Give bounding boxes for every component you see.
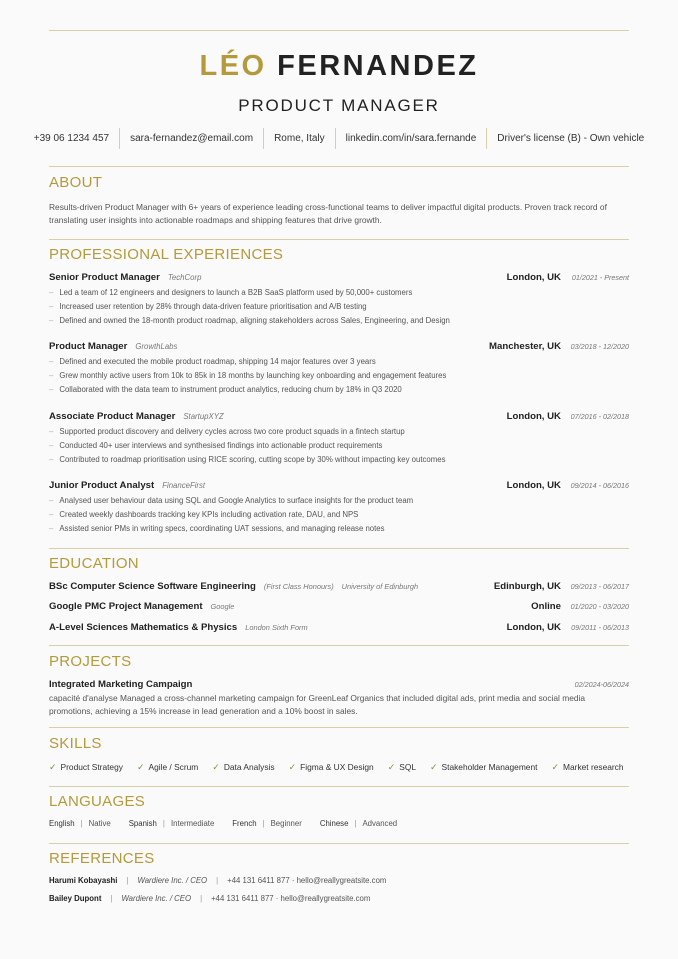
contact-email[interactable]: sara-fernandez@email.com <box>119 128 263 149</box>
degree-title: BSc Computer Science Software Engineering <box>49 581 256 592</box>
reference-name: Bailey Dupont <box>49 894 102 903</box>
job-entry <box>49 411 629 467</box>
check-icon: ✓ <box>136 762 145 772</box>
job-entry <box>49 272 629 328</box>
job-company: TechCorp <box>167 273 202 282</box>
language-item: Spanish | Intermediate <box>128 819 215 828</box>
check-icon: ✓ <box>387 762 396 772</box>
projects-heading: PROJECTS <box>49 653 132 670</box>
language-item: French | Beginner <box>232 819 302 828</box>
education-heading: EDUCATION <box>49 555 139 572</box>
job-bullet: – Conducted 40+ user interviews and synthesised findings into actionable product requirements <box>49 439 629 453</box>
job-dates: 09/2014 - 06/2016 <box>570 481 629 490</box>
reference-item: Bailey Dupont | Wardiere Inc. / CEO | +44 131 6411 877 · hello@reallygreatsite.com <box>49 894 371 903</box>
education-location: Online <box>531 601 561 612</box>
degree-title: Google PMC Project Management <box>49 601 203 612</box>
about-text: Results-driven Product Manager with 6+ years of experience leading cross-functional teams to deliver impactful digital products. Proven track record of translating user insights into actionable roadmaps and shipping features that drive growth. <box>49 202 607 225</box>
project-dates: 02/2024-06/2024 <box>574 680 629 689</box>
contact-license: Driver's license (B) - Own vehicle <box>486 128 654 149</box>
candidate-name <box>0 50 678 83</box>
job-role: Junior Product Analyst <box>49 480 155 491</box>
reference-contact[interactable]: +44 131 6411 877 · hello@reallygreatsite.com <box>227 876 387 885</box>
job-bullet: – Led a team of 12 engineers and designers to launch a B2B SaaS platform used by 50,000+ customers <box>49 286 629 300</box>
job-location: London, UK <box>506 480 561 491</box>
about-separator <box>49 166 629 167</box>
education-item <box>49 601 629 612</box>
reference-company: Wardiere Inc. / CEO <box>121 894 192 903</box>
check-icon: ✓ <box>551 762 560 772</box>
job-location: London, UK <box>506 272 561 283</box>
check-icon: ✓ <box>288 762 297 772</box>
skill-item: ✓ Agile / Scrum <box>136 762 199 772</box>
contact-location: Rome, Italy <box>263 128 335 149</box>
school-name: University of Edinburgh <box>341 582 419 591</box>
experience-separator <box>49 239 629 240</box>
job-dates: 01/2021 - Present <box>571 273 629 282</box>
job-role: Associate Product Manager <box>49 411 176 422</box>
skills-separator <box>49 727 629 728</box>
education-location: London, UK <box>506 622 561 633</box>
job-dates: 03/2018 - 12/2020 <box>570 342 629 351</box>
reference-item: Harumi Kobayashi | Wardiere Inc. / CEO | +44 131 6411 877 · hello@reallygreatsite.com <box>49 876 387 885</box>
reference-company: Wardiere Inc. / CEO <box>137 876 208 885</box>
references-heading: REFERENCES <box>49 850 155 867</box>
job-bullet: – Contributed to roadmap prioritisation using RICE scoring, cutting scope by 30% without impacting key outcomes <box>49 453 629 467</box>
skills-heading: SKILLS <box>49 735 102 752</box>
references-separator <box>49 843 629 844</box>
project-item <box>49 679 629 718</box>
job-company: GrowthLabs <box>135 342 178 351</box>
contact-phone: +39 06 1234 457 <box>33 133 110 144</box>
project-title: Integrated Marketing Campaign <box>49 679 193 690</box>
languages-list <box>49 819 629 828</box>
skill-item: ✓ Market research <box>551 762 624 772</box>
job-bullet: – Created weekly dashboards tracking key KPIs including activation rate, DAU, and NPS <box>49 508 629 522</box>
job-location: Manchester, UK <box>489 341 561 352</box>
first-name: LÉO <box>199 50 267 82</box>
education-dates: 01/2020 - 03/2020 <box>570 602 629 611</box>
about-heading: ABOUT <box>49 174 103 191</box>
skills-list <box>49 762 629 773</box>
check-icon: ✓ <box>430 762 438 772</box>
education-location: Edinburgh, UK <box>493 581 561 592</box>
job-location: London, UK <box>506 411 561 422</box>
job-entry <box>49 341 629 397</box>
language-item: Chinese | Advanced <box>319 819 398 828</box>
education-dates: 09/2011 - 06/2013 <box>571 623 629 632</box>
check-icon: ✓ <box>49 762 57 772</box>
job-bullet: – Defined and executed the mobile product roadmap, shipping 14 major features over 3 years <box>49 355 629 369</box>
skill-item: ✓ Product Strategy <box>49 762 123 772</box>
last-name: FERNANDEZ <box>277 50 479 82</box>
job-bullet: – Grew monthly active users from 10k to 85k in 18 months by launching key onboarding and engagement features <box>49 369 629 383</box>
education-item <box>49 622 629 633</box>
education-dates: 09/2013 - 06/2017 <box>570 582 629 591</box>
school-name: London Sixth Form <box>245 623 308 632</box>
job-company: FinanceFirst <box>162 481 206 490</box>
top-rule <box>49 30 629 31</box>
language-item: English | Native <box>49 819 111 828</box>
reference-contact[interactable]: +44 131 6411 877 · hello@reallygreatsite.com <box>211 894 371 903</box>
job-dates: 07/2016 - 02/2018 <box>570 412 629 421</box>
job-bullet: – Supported product discovery and delivery cycles across two core product squads in a fintech startup <box>49 425 629 439</box>
job-bullet: – Defined and owned the 18-month product roadmap, aligning stakeholders across Sales, Engineering, and Design <box>49 314 629 328</box>
experience-heading: PROFESSIONAL EXPERIENCES <box>49 246 284 263</box>
job-bullet: – Increased user retention by 28% through data-driven feature prioritisation and A/B testing <box>49 300 629 314</box>
job-bullet: – Analysed user behaviour data using SQL and Google Analytics to surface insights for the product team <box>49 494 629 508</box>
skill-item: ✓ Stakeholder Management <box>430 762 538 772</box>
projects-separator <box>49 645 629 646</box>
skill-item: ✓ Data Analysis <box>212 762 275 772</box>
skill-item: ✓ Figma & UX Design <box>288 762 374 772</box>
languages-separator <box>49 786 629 787</box>
education-separator <box>49 548 629 549</box>
skill-item: ✓ SQL <box>387 762 416 772</box>
check-icon: ✓ <box>212 762 220 772</box>
reference-name: Harumi Kobayashi <box>49 876 118 885</box>
contact-linkedin[interactable]: linkedin.com/in/sara.fernande <box>335 128 487 149</box>
school-name: Google <box>210 602 235 611</box>
education-item <box>49 581 629 592</box>
job-company: StartupXYZ <box>183 412 224 421</box>
job-role: Senior Product Manager <box>49 272 160 283</box>
job-role: Product Manager <box>49 341 128 352</box>
contact-bar <box>0 128 678 149</box>
job-bullet: – Assisted senior PMs in writing specs, coordinating UAT sessions, and managing release notes <box>49 522 629 536</box>
job-bullet: – Collaborated with the data team to instrument product analytics, reducing churn by 18% in Q3 2020 <box>49 383 629 397</box>
project-description: capacité d'analyse Managed a cross-channel marketing campaign for GreenLeaf Organics that included digital ads, print media and social media promotions, achieving a 15% increase in lead generation and a 10% boost in sales. <box>49 693 586 716</box>
degree-title: A-Level Sciences Mathematics & Physics <box>49 622 238 633</box>
job-entry <box>49 480 629 536</box>
languages-heading: LANGUAGES <box>49 793 146 810</box>
job-title-heading: PRODUCT MANAGER <box>238 96 440 115</box>
degree-note: (First Class Honours) <box>263 582 334 591</box>
